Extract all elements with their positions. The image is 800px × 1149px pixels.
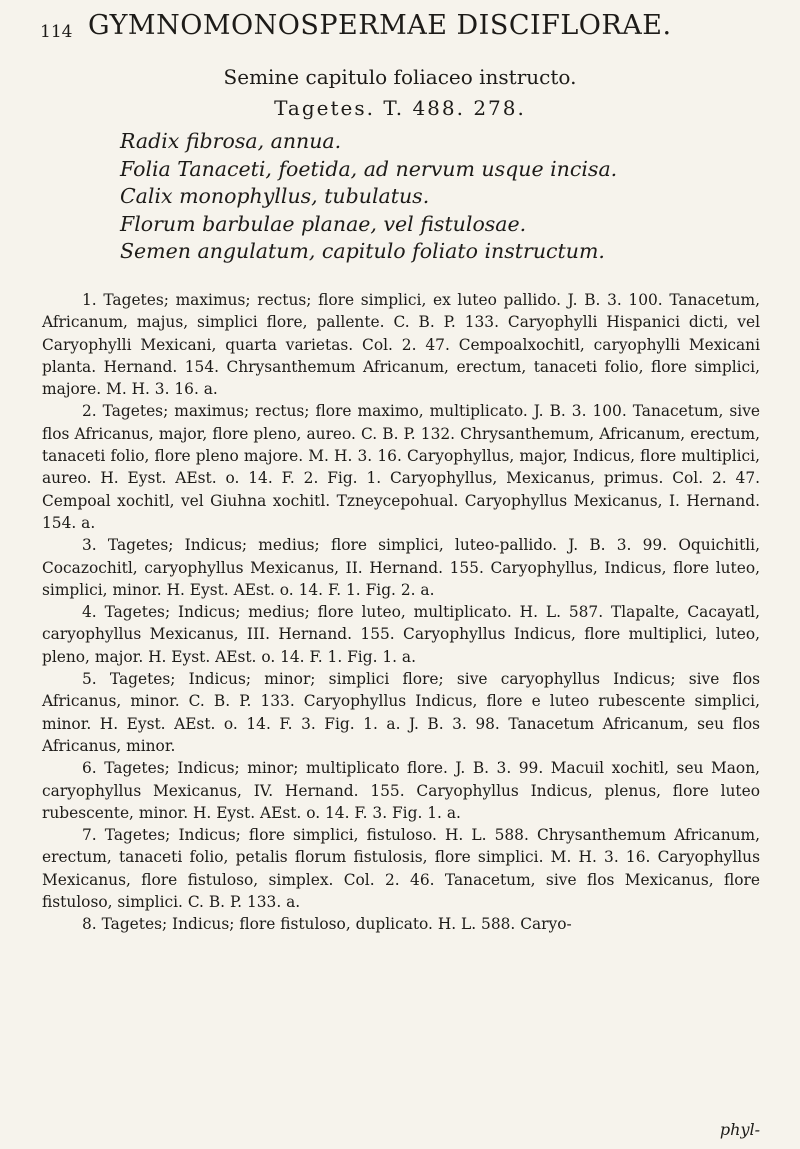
species-entry-5: 5. Tagetes; Indicus; minor; simplici flore; sive caryophyllus Indicus; sive flos Africanus, minor. C. B. P. 133. Caryophyllus Indicus, flore e luteo rubescente simplici, minor. H. Eyst. AEst. o. 14. F. 3. Fig. 1. a. J. B. 3. 98. Tanacetum Africanum, seu flos Africanus, minor. <box>42 670 760 755</box>
intro-line: Semine capitulo foliaceo instructo. <box>223 65 577 89</box>
species-entry-6: 6. Tagetes; Indicus; minor; multiplicato flore. J. B. 3. 99. Macuil xochitl, seu Maon, caryophyllus Mexicanus, IV. Hernand. 155. Caryophyllus Indicus, plenus, flore luteo rubescente, minor. H. Eyst. AEst. o. 14. F. 3. Fig. 1. a. <box>42 759 760 822</box>
species-entry-8: 8. Tagetes; Indicus; flore fistuloso, duplicato. H. L. 588. Caryo- <box>82 915 572 934</box>
species-entry-2: 2. Tagetes; maximus; rectus; flore maximo, multiplicato. J. B. 3. 100. Tanacetum, sive flos Africanus, major, flore pleno, aureo. C. B. P. 132. Chrysanthemum, Africanum, erectum, tanaceti folio, flore pleno majore. M. H. 3. 16. Caryophyllus, major, Indicus, flore multiplici, aureo. H. Eyst. AEst. o. 14. F. 2. Fig. 1. Caryophyllus, Mexicanus, primus. Col. 2. 47. Cempoal xochitl, vel Giuhna xochitl. Tzneycepohual. Caryophyllus Mexicanus, I. Hernand. 154. a. <box>42 402 760 532</box>
genus-characters <box>120 128 760 266</box>
genus-heading: Tagetes. T. 488. 278. <box>274 96 526 120</box>
section-intro <box>40 62 760 124</box>
species-entry-1: 1. Tagetes; maximus; rectus; flore simplici, ex luteo pallido. J. B. 3. 100. Tanacetum, Africanum, majus, simplici flore, pallente. C. B. P. 133. Caryophylli Hispanici dicti, vel Caryophylli Mexicani, quarta varietas. Col. 2. 47. Cempoalxochitl, caryophylli Mexicani planta. Hernand. 154. Chrysanthemum Africanum, erectum, tanaceti folio, flore simplici, majore. M. H. 3. 16. a. <box>42 291 760 399</box>
character-folia: Folia Tanaceti, foetida, ad nervum usque incisa. <box>120 156 618 181</box>
character-florum: Florum barbulae planae, vel fistulosae. <box>120 211 527 236</box>
page-header <box>40 8 760 42</box>
species-entry-3: 3. Tagetes; Indicus; medius; flore simplici, luteo-pallido. J. B. 3. 99. Oquichitli, Cocazochitl, caryophyllus Mexicanus, II. Hernand. 155. Caryophyllus, Indicus, flore luteo, simplici, minor. H. Eyst. AEst. o. 14. F. 1. Fig. 2. a. <box>42 536 760 599</box>
running-title: GYMNOMONOSPERMAE DISCIFLORAE. <box>88 10 672 41</box>
species-list <box>42 289 760 936</box>
species-entry-4: 4. Tagetes; Indicus; medius; flore luteo, multiplicato. H. L. 587. Tlapalte, Cacayatl, caryophyllus Mexicanus, III. Hernand. 155. Caryophyllus Indicus, flore multiplici, luteo, pleno, major. H. Eyst. AEst. o. 14. F. 1. Fig. 1. a. <box>42 603 760 666</box>
page-number: 114 <box>40 22 73 42</box>
character-semen: Semen angulatum, capitulo foliato instructum. <box>120 239 605 263</box>
character-radix: Radix fibrosa, annua. <box>120 129 342 153</box>
species-entry-7: 7. Tagetes; Indicus; flore simplici, fistuloso. H. L. 588. Chrysanthemum Africanum, erectum, tanaceti folio, petalis florum fistulosis, flore simplici. M. H. 3. 16. Caryophyllus Mexicanus, flore fistuloso, simplex. Col. 2. 46. Tanacetum, sive flos Mexicanus, flore fistuloso, simplici. C. B. P. 133. a. <box>42 826 760 912</box>
character-calix: Calix monophyllus, tubulatus. <box>120 184 430 208</box>
catchword: phyl- <box>719 1120 760 1139</box>
